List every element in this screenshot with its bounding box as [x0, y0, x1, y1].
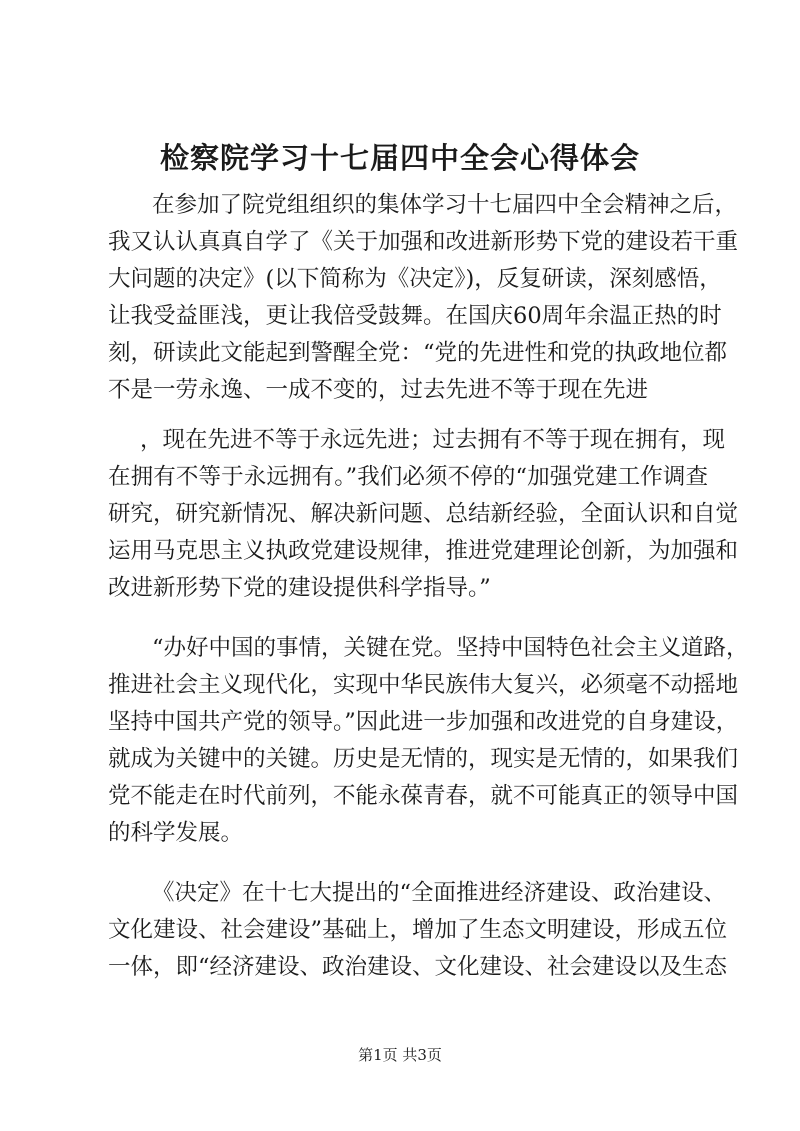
paragraph-1-line-3: 大问题的决定》(以下简称为《决定》)，反复研读，深刻感悟，: [108, 266, 722, 292]
paragraph-2-line-1: “办好中国的事情，关键在党。坚持中国特色社会主义道路，: [152, 635, 749, 661]
paragraph-2-line-4: 就成为关键中的关键。历史是无情的，现实是无情的，如果我们: [108, 746, 739, 772]
page-number-footer: 第1页 共3页: [358, 1046, 442, 1064]
paragraph-1-line-2: 我又认认真真自学了《关于加强和改进新形势下党的建设若干重: [108, 229, 739, 255]
paragraph-1-line-9: 研究，研究新情况、解决新问题、总结新经验，全面认识和自觉: [108, 501, 739, 527]
paragraph-3-line-3: 一体，即“经济建设、政治建设、文化建设、社会建设以及生态: [108, 954, 728, 980]
paragraph-1-line-11: 改进新形势下党的建设提供科学指导。”: [108, 575, 491, 601]
paragraph-3-line-1: 《决定》在十七大提出的“全面推进经济建设、政治建设、: [152, 880, 727, 906]
paragraph-1-line-10: 运用马克思主义执政党建设规律，推进党建理论创新，为加强和: [108, 538, 739, 564]
paragraph-1-line-1: 在参加了院党组组织的集体学习十七届四中全会精神之后，: [152, 192, 738, 218]
paragraph-1-line-8: 在拥有不等于永远拥有。”我们必须不停的“加强党建工作调查: [108, 464, 708, 490]
paragraph-1-line-6: 不是一劳永逸、一成不变的，过去先进不等于现在先进: [108, 377, 649, 403]
paragraph-2-line-6: 的科学发展。: [108, 820, 244, 846]
paragraph-1-line-5: 刻，研读此文能起到警醒全党：“党的先进性和党的执政地位都: [108, 340, 728, 366]
page-title: 检察院学习十七届四中全会心得体会: [159, 141, 640, 175]
paragraph-1-line-4: 让我受益匪浅，更让我倍受鼓舞。在国庆60周年余温正热的时: [108, 303, 722, 329]
paragraph-2-line-5: 党不能走在时代前列，不能永葆青春，就不可能真正的领导中国: [108, 783, 739, 809]
paragraph-2-line-3: 坚持中国共产党的领导。”因此进一步加强和改进党的自身建设，: [108, 709, 739, 735]
paragraph-2-line-2: 推进社会主义现代化，实现中华民族伟大复兴，必须毫不动摇地: [108, 672, 739, 698]
paragraph-3-line-2: 文化建设、社会建设”基础上，增加了生态文明建设，形成五位: [108, 917, 728, 943]
paragraph-1-line-7: ，现在先进不等于永远先进；过去拥有不等于现在拥有，现: [140, 427, 726, 453]
